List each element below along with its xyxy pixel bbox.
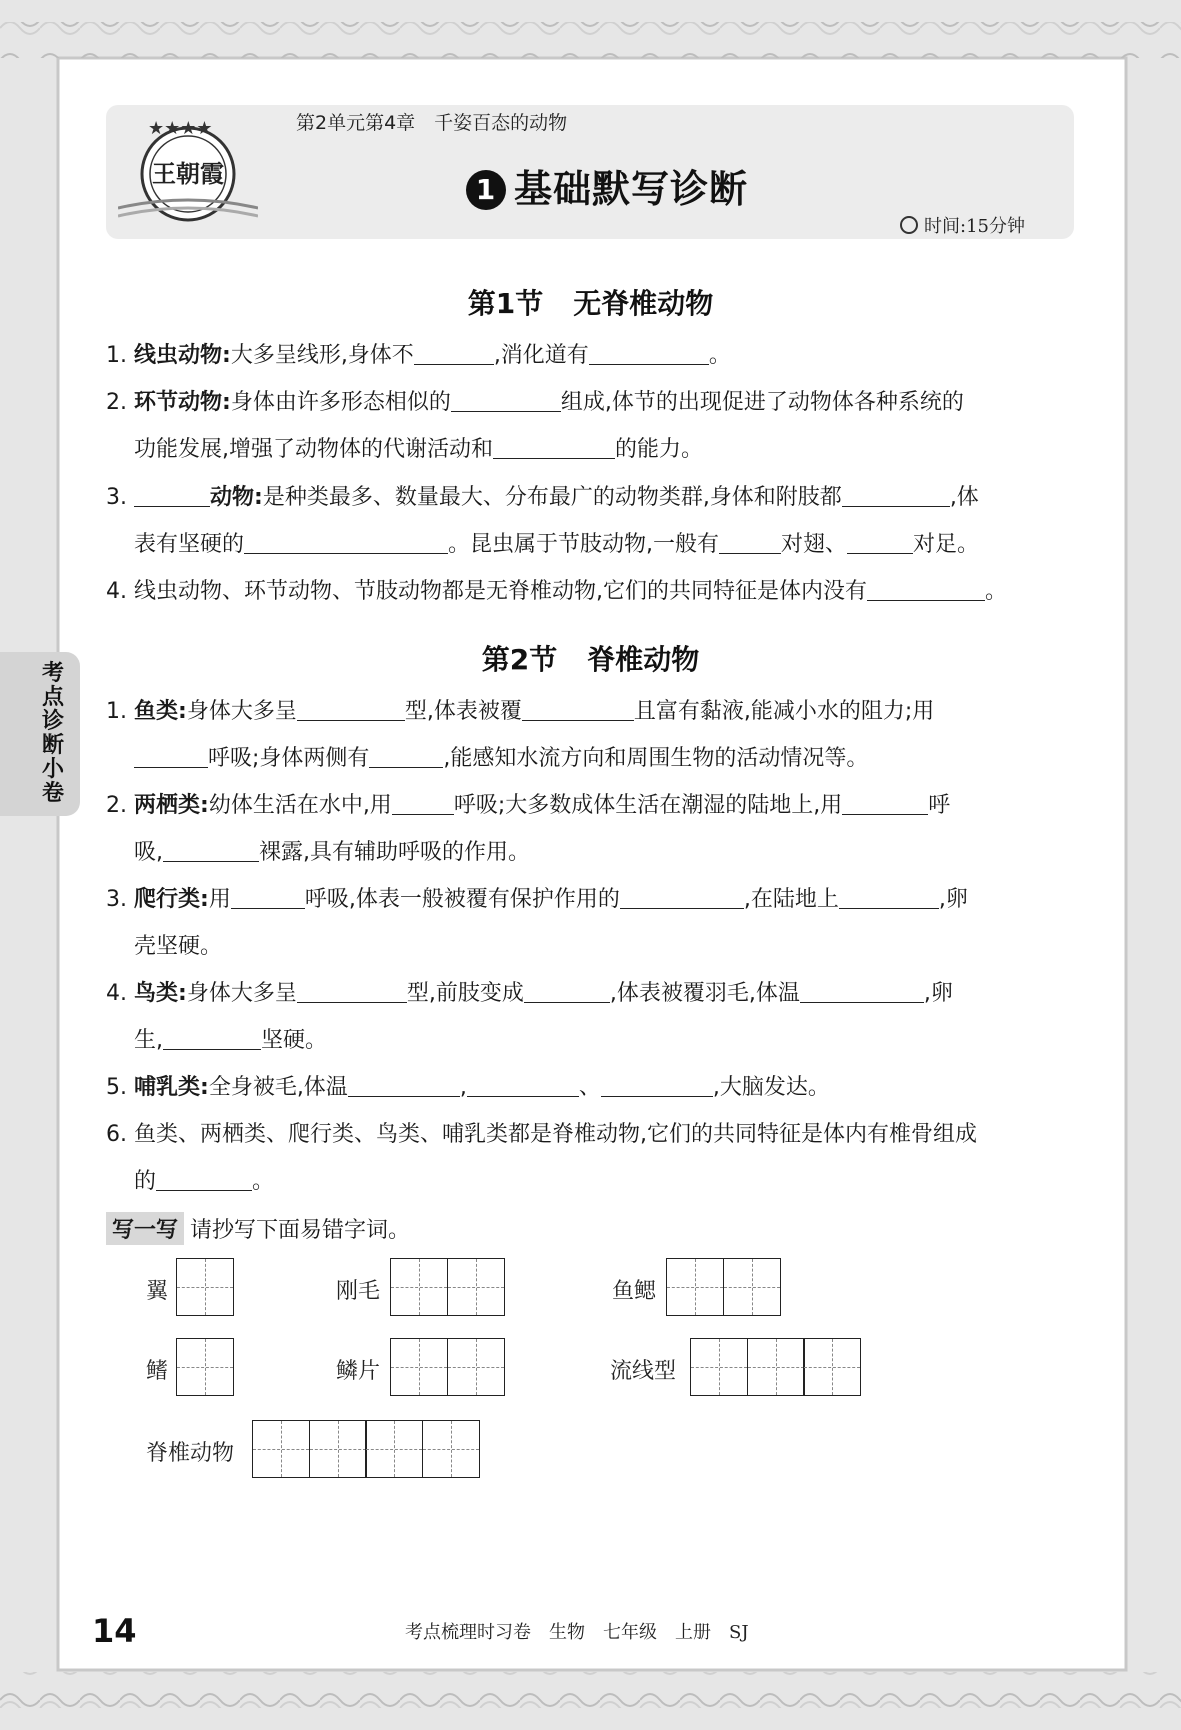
answer-blank[interactable] [620, 886, 744, 909]
answer-blank[interactable] [800, 980, 924, 1003]
section2-heading: 第2节 脊椎动物 [481, 643, 700, 676]
title-number-badge: 1 [466, 170, 506, 210]
s1-item3-cont: 表有坚硬的 。昆虫属于节肢动物,一般有 对翅、 对足。 [134, 532, 980, 557]
answer-blank[interactable] [493, 436, 615, 459]
s2-item5: 5. 哺乳类:全身被毛,体温 , 、 ,大脑发达。 [106, 1075, 830, 1100]
answer-blank[interactable] [842, 484, 950, 507]
s1-item3: 3. 动物:是种类最多、数量最大、分布最广的动物类群,身体和附肢都 ,体 [106, 485, 979, 510]
word-label: 翼 [146, 1279, 169, 1304]
writing-grid[interactable] [666, 1258, 779, 1316]
answer-blank[interactable] [244, 531, 448, 554]
footer-text: 考点梳理时习卷 生物 七年级 上册 SJ [405, 1622, 749, 1643]
answer-blank[interactable] [839, 886, 939, 909]
s2-item6-cont: 的 。 [134, 1169, 275, 1194]
publisher-logo [118, 112, 258, 232]
copy-instruction: 写一写 请抄写下面易错字词。 [106, 1212, 410, 1245]
s1-item4: 4. 线虫动物、环节动物、节肢动物都是无脊椎动物,它们的共同特征是体内没有 。 [106, 579, 1008, 604]
s2-item3-cont: 壳坚硬。 [134, 934, 223, 959]
answer-blank[interactable] [392, 792, 454, 815]
writing-grid[interactable] [176, 1338, 233, 1396]
s2-item1: 1. 鱼类:身体大多呈 型,体表被覆 且富有黏液,能减小水的阻力;用 [106, 699, 935, 724]
answer-blank[interactable] [589, 342, 709, 365]
unit-chapter-label: 第2单元第4章 千姿百态的动物 [296, 112, 568, 134]
answer-blank[interactable] [451, 389, 561, 412]
answer-blank[interactable] [601, 1074, 713, 1097]
s2-item6: 6. 鱼类、两栖类、爬行类、鸟类、哺乳类都是脊椎动物,它们的共同特征是体内有椎骨组成 [106, 1122, 977, 1147]
word-label: 鳍 [146, 1359, 169, 1384]
answer-blank[interactable] [847, 531, 913, 554]
answer-blank[interactable] [348, 1074, 460, 1097]
clock-icon [900, 216, 918, 234]
s2-item3: 3. 爬行类:用 呼吸,体表一般被覆有保护作用的 ,在陆地上 ,卵 [106, 887, 968, 912]
answer-blank[interactable] [163, 839, 259, 862]
writing-grid[interactable] [390, 1258, 503, 1316]
answer-blank[interactable] [134, 484, 210, 507]
answer-blank[interactable] [231, 886, 305, 909]
s2-item1-cont: 呼吸;身体两侧有 ,能感知水流方向和周围生物的活动情况等。 [134, 741, 868, 772]
s2-item4: 4. 鸟类:身体大多呈 型,前肢变成 ,体表被覆羽毛,体温 ,卵 [106, 981, 953, 1006]
answer-blank[interactable] [522, 698, 634, 721]
s1-item2-cont: 功能发展,增强了动物体的代谢活动和 的能力。 [134, 437, 704, 462]
time-limit: 时间:15分钟 [900, 212, 1025, 238]
answer-blank[interactable] [414, 342, 494, 365]
s2-item2-cont: 吸, 裸露,具有辅助呼吸的作用。 [134, 840, 530, 865]
s2-item2: 2. 两栖类:幼体生活在水中,用 呼吸;大多数成体生活在潮湿的陆地上,用 呼 [106, 793, 951, 818]
svg-text:★★★★: ★★★★ [148, 118, 213, 139]
writing-grid[interactable] [390, 1338, 503, 1396]
answer-blank[interactable] [134, 745, 208, 768]
writing-grid[interactable] [176, 1258, 233, 1316]
answer-blank[interactable] [467, 1074, 579, 1097]
word-label: 流线型 [610, 1359, 677, 1384]
word-label: 脊椎动物 [146, 1441, 235, 1466]
answer-blank[interactable] [719, 531, 781, 554]
writing-grid[interactable] [252, 1420, 478, 1478]
answer-blank[interactable] [297, 980, 407, 1003]
page-title: 1 基础默写诊断 [466, 158, 748, 213]
answer-blank[interactable] [842, 792, 928, 815]
svg-text:王朝霞: 王朝霞 [152, 159, 224, 188]
side-tab: 考点诊断小卷 [0, 652, 80, 816]
section1-heading: 第1节 无脊椎动物 [467, 287, 714, 320]
answer-blank[interactable] [369, 745, 443, 768]
word-label: 鳞片 [336, 1359, 381, 1384]
answer-blank[interactable] [867, 578, 985, 601]
answer-blank[interactable] [163, 1027, 261, 1050]
copy-tag: 写一写 [106, 1212, 184, 1245]
word-label: 鱼鳃 [612, 1279, 657, 1304]
answer-blank[interactable] [524, 980, 610, 1003]
writing-grid[interactable] [690, 1338, 860, 1396]
s1-item1: 1. 线虫动物:大多呈线形,身体不 ,消化道有 。 [106, 343, 731, 368]
s2-item4-cont: 生, 坚硬。 [134, 1028, 328, 1053]
answer-blank[interactable] [156, 1168, 252, 1191]
page-number: 14 [92, 1612, 137, 1650]
word-label: 刚毛 [336, 1279, 381, 1304]
answer-blank[interactable] [297, 698, 405, 721]
s1-item2: 2. 环节动物:身体由许多形态相似的 组成,体节的出现促进了动物体各种系统的 [106, 390, 964, 415]
